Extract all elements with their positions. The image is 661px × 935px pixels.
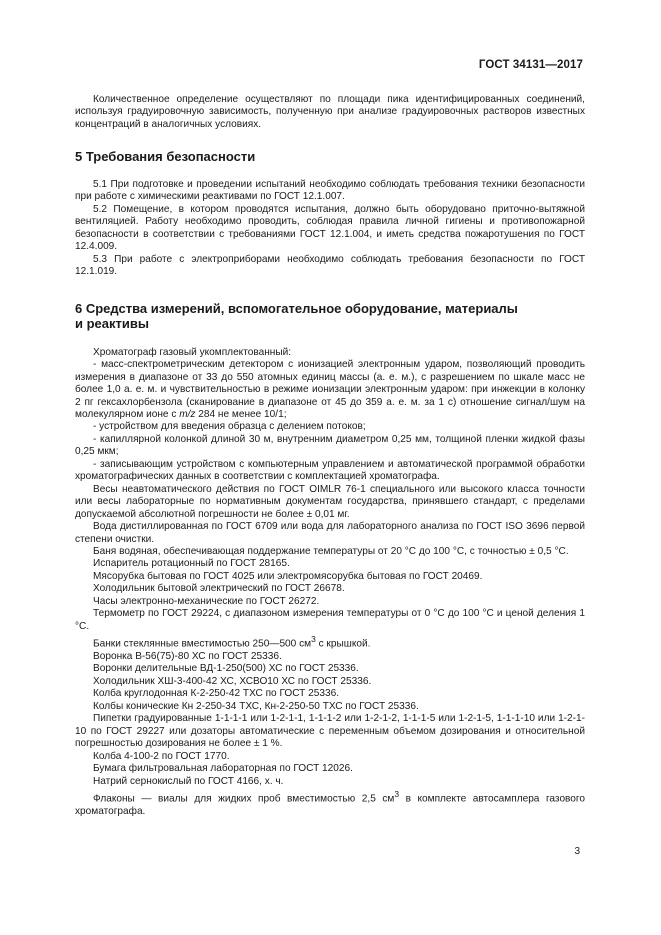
intro-paragraph: Количественное определение осуществляют по площади пика идентифицированных соединений, используя градуировочную зависимость, полученную при анализе градуировочных растворов известных концентраций в аналогичных условиях. [75,94,585,130]
vials-text-end: в комплекте автосамплера газового хроматографа. [75,793,585,817]
round-flask-item: Колба круглодонная К-2-250-42 ТХС по ГОСТ 25336. [93,688,340,700]
grinder-item: Мясорубка бытовая по ГОСТ 4025 или электромясорубка бытовая по ГОСТ 20469. [93,570,483,582]
injector-item: - устройством для введения образца с делением потоков; [93,421,366,433]
section-6-title [75,301,585,332]
funnel-item: Воронка В-56(75)-80 ХС по ГОСТ 25336. [93,651,282,662]
paragraph-5-1: 5.1 При подготовке и проведении испытаний необходимо соблюдать требования техники безопасности при работе с химическими реактивами по ГОСТ 12.1.007. [75,178,585,203]
column-item: - капиллярной колонкой длиной 30 м, внутренним диаметром 0,25 мм, толщиной пленки жидкой фазы 0,25 мкм; [75,433,585,458]
jars-text-end: с крышкой. [315,638,371,650]
paragraph-5-2: 5.2 Помещение, в котором проводятся испытания, должно быть оборудовано приточно-вытяжной вентиляцией. Работу необходимо проводить, соблюдая правила личной гигиены и противопожарной безопасности в соответствии с требованиями ГОСТ 12.1.004, и иметь средства пожаротушения по ГОСТ 12.4.009. [75,203,585,253]
detector-mz: m/z [179,409,196,421]
clock-item: Часы электронно-механические по ГОСТ 26272. [93,595,320,607]
recorder-item: - записывающим устройством с компьютерным управлением и автоматической программой обработки хроматографических данных в соответствии с комплектацией хроматографа. [75,458,585,483]
section-5-title: 5 Требования безопасности [75,149,256,165]
bath-item: Баня водяная, обеспечивающая поддержание температуры от 20 °С до 100 °С, с точностью ± 0,5 °С. [93,546,569,558]
section-6-title-line1: 6 Средства измерений, вспомогательное оборудование, материалы [75,300,518,316]
conical-flasks-item: Колбы конические Кн 2-250-34 ТХС, Кн-2-250-50 ТХС по ГОСТ 25336. [93,700,419,712]
detector-item [75,359,585,421]
separatory-funnel-item: Воронки делительные ВД-1-250(500) ХС по ГОСТ 25336. [93,663,359,675]
pipettes-item: Пипетки градуированные 1-1-1-1 или 1-2-1-1, 1-1-1-2 или 1-2-1-2, 1-1-1-5 или 1-2-1-5, 1-1-1-10 или 1-2-1-10 по ГОСТ 29227 или дозаторы автоматические с переменным объемом дозирования и относительной погрешностью дозирования не более ± 1 %. [75,713,585,750]
document-code: ГОСТ 34131—2017 [478,59,583,71]
scales-item: Весы неавтоматического действия по ГОСТ OIMLR 76-1 специального или высокого класса точности или весы лабораторные по нормативным документам государства, принявшего стандарт, с пределами допускаемой абсолютной погрешности не более ± 0,01 мг. [75,483,585,520]
water-item: Вода дистиллированная по ГОСТ 6709 или вода для лабораторного анализа по ГОСТ ISO 3696 первой степени очистки. [75,521,585,545]
paragraph-5-3: 5.3 При работе с электроприборами необходимо соблюдать требования безопасности по ГОСТ 12.1.019. [75,253,585,278]
chromatograph-intro: Хроматограф газовый укомплектованный: [93,346,292,358]
page-number: 3 [574,846,580,857]
detector-text-2: 284 не менее 10/1; [195,409,287,421]
evaporator-item: Испаритель ротационный по ГОСТ 28165. [93,558,290,570]
detector-text-1: - масс-спектрометрическим детектором с ионизацией электронным ударом, позволяющий проводить измерения в диапазоне от 33 до 550 атомных единиц массы (а. е. м.), с разрешением по шкале масс не более 1,0 а. е. м. и чувствительностью в режиме ионизации электронным ударом: при инжекции в колонку 2 пг гексахлорбензола (сканирование в диапазоне от 45 до 359 а. е. м. за 1 с) отношение сигнал/шум на молекулярном ионе с [75,359,585,421]
section-6-title-line2: и реактивы [75,316,149,332]
thermometer-item: Термометр по ГОСТ 29224, с диапазоном измерения температуры от 0 °С до 100 °С и ценой деления 1 °С. [75,608,585,632]
jars-item [75,633,585,651]
vials-unit-sup: 3 [394,788,400,799]
sodium-sulfate-item: Натрий сернокислый по ГОСТ 4166, х. ч. [93,775,284,787]
page-content [75,94,585,818]
fridge-item: Холодильник бытовой электрический по ГОСТ 26678. [93,583,345,595]
jars-unit-sup: 3 [311,634,316,645]
vials-text: Флаконы — виалы для жидких проб вместимостью 2,5 см [93,793,395,805]
vials-item [75,788,585,818]
condenser-item: Холодильник ХШ-3-400-42 ХС, ХСВО10 ХС по ГОСТ 25336. [93,675,372,687]
filter-paper-item: Бумага фильтровальная лабораторная по ГОСТ 12026. [93,763,353,775]
volumetric-flask-item: Колба 4-100-2 по ГОСТ 1770. [93,750,230,762]
jars-text: Банки стеклянные вместимостью 250—500 см [93,638,312,650]
